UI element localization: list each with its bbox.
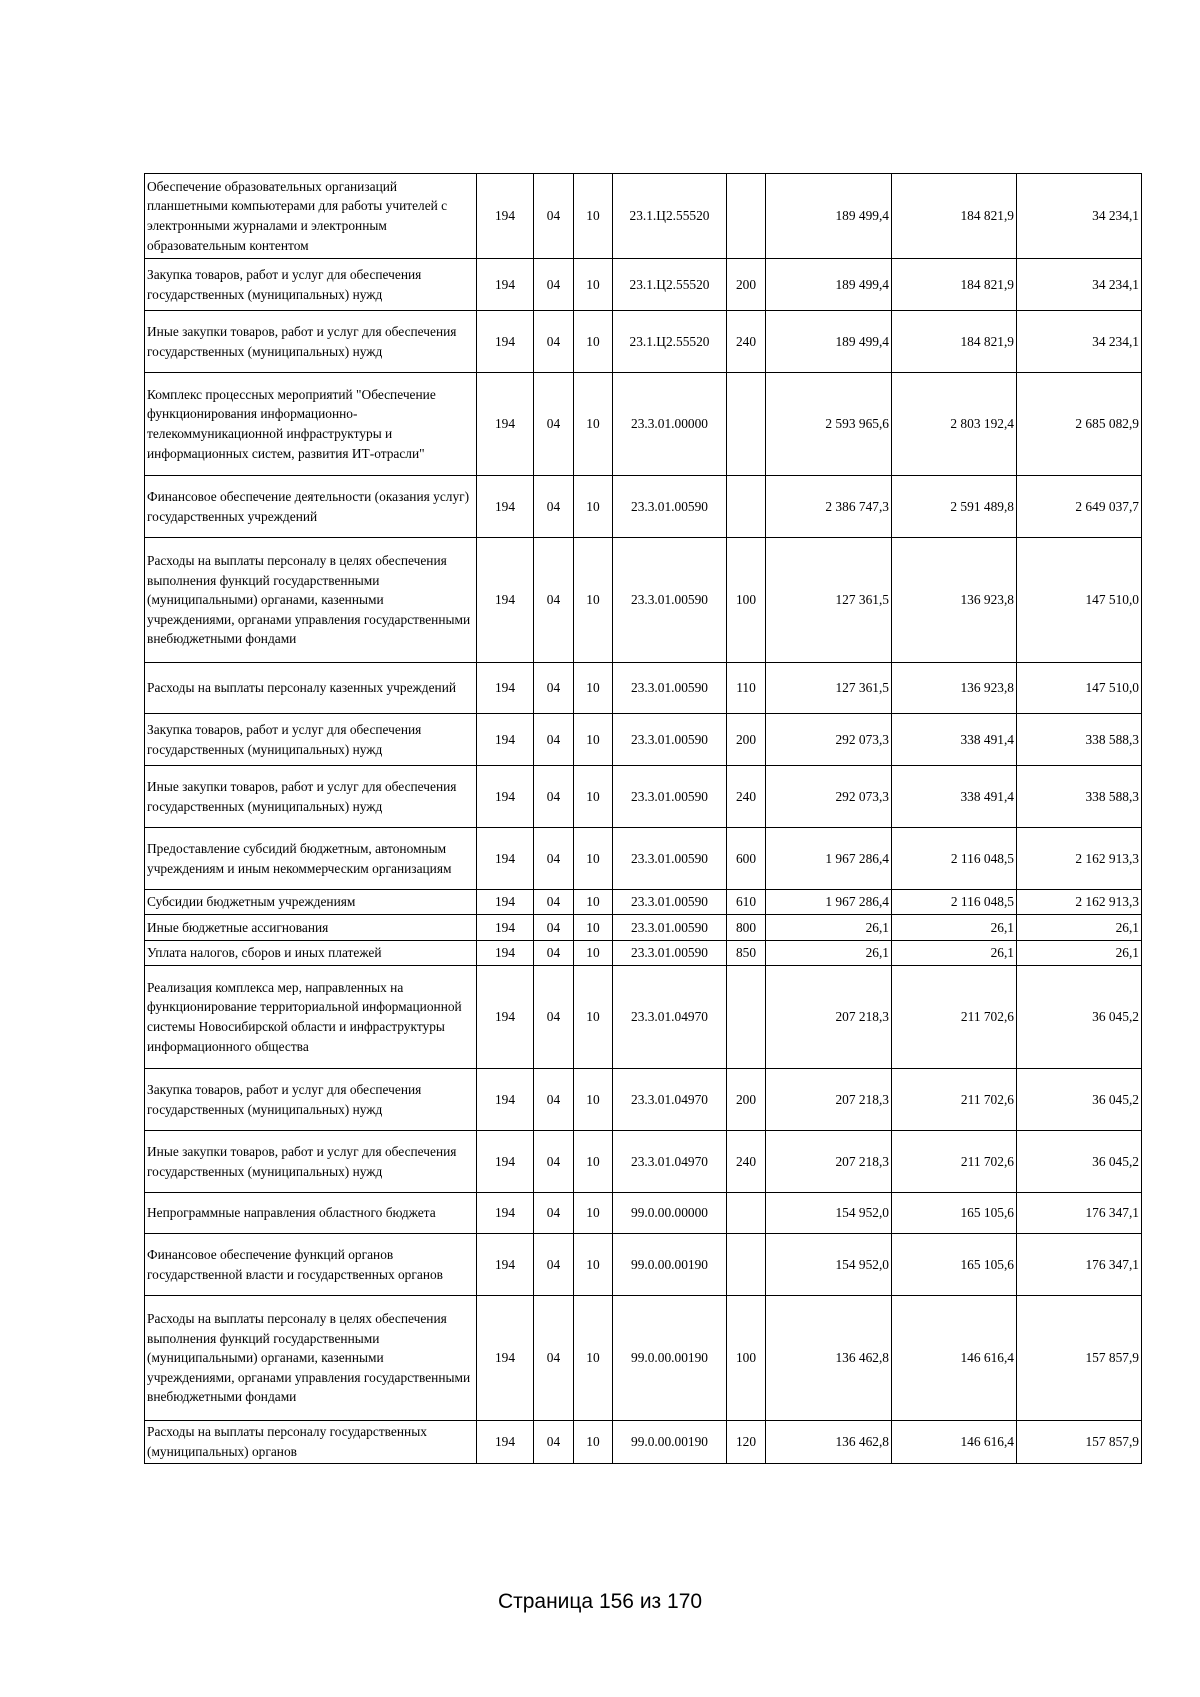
row-amount-1: 136 462,8 bbox=[766, 1421, 892, 1464]
row-section: 04 bbox=[534, 1234, 574, 1296]
row-section: 04 bbox=[534, 311, 574, 373]
row-section: 04 bbox=[534, 476, 574, 538]
row-expense-type bbox=[727, 476, 766, 538]
row-amount-2: 211 702,6 bbox=[892, 1131, 1017, 1193]
row-section: 04 bbox=[534, 1296, 574, 1421]
row-expense-type: 800 bbox=[727, 915, 766, 941]
row-amount-3: 176 347,1 bbox=[1017, 1193, 1142, 1234]
row-target-article: 23.3.01.00590 bbox=[613, 890, 727, 915]
row-amount-1: 154 952,0 bbox=[766, 1193, 892, 1234]
row-amount-1: 26,1 bbox=[766, 915, 892, 941]
row-name: Закупка товаров, работ и услуг для обеспечения государственных (муниципальных) нужд bbox=[145, 259, 477, 311]
row-amount-3: 157 857,9 bbox=[1017, 1296, 1142, 1421]
row-amount-3: 147 510,0 bbox=[1017, 663, 1142, 714]
row-amount-3: 2 685 082,9 bbox=[1017, 373, 1142, 476]
row-name: Финансовое обеспечение функций органов государственной власти и государственных органов bbox=[145, 1234, 477, 1296]
row-amount-3: 34 234,1 bbox=[1017, 311, 1142, 373]
row-expense-type bbox=[727, 1234, 766, 1296]
row-amount-3: 34 234,1 bbox=[1017, 259, 1142, 311]
row-ministry: 194 bbox=[477, 311, 534, 373]
table-row bbox=[145, 1193, 1142, 1234]
page-footer: Страница 156 из 170 bbox=[497, 1590, 703, 1613]
row-amount-1: 136 462,8 bbox=[766, 1296, 892, 1421]
table-row bbox=[145, 915, 1142, 941]
row-ministry: 194 bbox=[477, 766, 534, 828]
table-body bbox=[145, 174, 1142, 1464]
row-amount-3: 2 649 037,7 bbox=[1017, 476, 1142, 538]
row-expense-type: 240 bbox=[727, 766, 766, 828]
row-section: 04 bbox=[534, 1421, 574, 1464]
row-ministry: 194 bbox=[477, 828, 534, 890]
row-amount-1: 189 499,4 bbox=[766, 311, 892, 373]
table-row bbox=[145, 476, 1142, 538]
row-section: 04 bbox=[534, 1069, 574, 1131]
row-section: 04 bbox=[534, 373, 574, 476]
row-target-article: 23.3.01.00590 bbox=[613, 941, 727, 966]
row-subsection: 10 bbox=[574, 1069, 613, 1131]
row-expense-type: 240 bbox=[727, 1131, 766, 1193]
row-amount-3: 36 045,2 bbox=[1017, 966, 1142, 1069]
row-amount-2: 211 702,6 bbox=[892, 966, 1017, 1069]
row-ministry: 194 bbox=[477, 663, 534, 714]
row-amount-2: 338 491,4 bbox=[892, 714, 1017, 766]
row-amount-1: 1 967 286,4 bbox=[766, 890, 892, 915]
row-ministry: 194 bbox=[477, 890, 534, 915]
row-amount-3: 338 588,3 bbox=[1017, 766, 1142, 828]
row-section: 04 bbox=[534, 663, 574, 714]
row-target-article: 23.3.01.04970 bbox=[613, 1069, 727, 1131]
row-amount-2: 2 116 048,5 bbox=[892, 890, 1017, 915]
row-name: Иные закупки товаров, работ и услуг для обеспечения государственных (муниципальных) нужд bbox=[145, 311, 477, 373]
row-section: 04 bbox=[534, 915, 574, 941]
row-subsection: 10 bbox=[574, 1131, 613, 1193]
row-expense-type bbox=[727, 966, 766, 1069]
row-subsection: 10 bbox=[574, 1421, 613, 1464]
row-target-article: 23.3.01.00590 bbox=[613, 915, 727, 941]
row-target-article: 23.1.Ц2.55520 bbox=[613, 259, 727, 311]
row-section: 04 bbox=[534, 941, 574, 966]
row-ministry: 194 bbox=[477, 174, 534, 259]
row-ministry: 194 bbox=[477, 1069, 534, 1131]
row-amount-2: 2 803 192,4 bbox=[892, 373, 1017, 476]
row-section: 04 bbox=[534, 259, 574, 311]
row-ministry: 194 bbox=[477, 1131, 534, 1193]
row-amount-1: 207 218,3 bbox=[766, 1069, 892, 1131]
row-target-article: 23.1.Ц2.55520 bbox=[613, 174, 727, 259]
row-ministry: 194 bbox=[477, 373, 534, 476]
row-amount-1: 207 218,3 bbox=[766, 966, 892, 1069]
row-amount-1: 292 073,3 bbox=[766, 766, 892, 828]
table-row bbox=[145, 714, 1142, 766]
row-expense-type: 100 bbox=[727, 538, 766, 663]
row-target-article: 23.3.01.00590 bbox=[613, 828, 727, 890]
table-row bbox=[145, 373, 1142, 476]
row-subsection: 10 bbox=[574, 966, 613, 1069]
row-amount-1: 127 361,5 bbox=[766, 538, 892, 663]
table-row bbox=[145, 828, 1142, 890]
row-section: 04 bbox=[534, 828, 574, 890]
row-target-article: 99.0.00.00000 bbox=[613, 1193, 727, 1234]
row-expense-type: 100 bbox=[727, 1296, 766, 1421]
row-amount-1: 1 967 286,4 bbox=[766, 828, 892, 890]
row-name: Закупка товаров, работ и услуг для обеспечения государственных (муниципальных) нужд bbox=[145, 714, 477, 766]
table-row bbox=[145, 1131, 1142, 1193]
row-section: 04 bbox=[534, 766, 574, 828]
row-target-article: 23.1.Ц2.55520 bbox=[613, 311, 727, 373]
row-amount-3: 36 045,2 bbox=[1017, 1131, 1142, 1193]
row-amount-1: 189 499,4 bbox=[766, 174, 892, 259]
row-expense-type: 600 bbox=[727, 828, 766, 890]
row-amount-2: 26,1 bbox=[892, 941, 1017, 966]
row-amount-2: 165 105,6 bbox=[892, 1234, 1017, 1296]
row-ministry: 194 bbox=[477, 259, 534, 311]
row-subsection: 10 bbox=[574, 941, 613, 966]
row-amount-1: 207 218,3 bbox=[766, 1131, 892, 1193]
row-target-article: 23.3.01.00590 bbox=[613, 663, 727, 714]
row-amount-3: 176 347,1 bbox=[1017, 1234, 1142, 1296]
row-expense-type bbox=[727, 174, 766, 259]
row-target-article: 23.3.01.04970 bbox=[613, 1131, 727, 1193]
row-name: Непрограммные направления областного бюджета bbox=[145, 1193, 477, 1234]
table-row bbox=[145, 890, 1142, 915]
row-name: Субсидии бюджетным учреждениям bbox=[145, 890, 477, 915]
row-expense-type bbox=[727, 373, 766, 476]
row-expense-type: 200 bbox=[727, 259, 766, 311]
row-subsection: 10 bbox=[574, 373, 613, 476]
row-name: Расходы на выплаты персоналу казенных учреждений bbox=[145, 663, 477, 714]
row-amount-2: 184 821,9 bbox=[892, 174, 1017, 259]
row-amount-2: 184 821,9 bbox=[892, 259, 1017, 311]
row-ministry: 194 bbox=[477, 966, 534, 1069]
row-amount-2: 2 591 489,8 bbox=[892, 476, 1017, 538]
table-row bbox=[145, 1421, 1142, 1464]
row-section: 04 bbox=[534, 890, 574, 915]
row-name: Расходы на выплаты персоналу государственных (муниципальных) органов bbox=[145, 1421, 477, 1464]
row-amount-1: 292 073,3 bbox=[766, 714, 892, 766]
row-expense-type: 850 bbox=[727, 941, 766, 966]
row-target-article: 99.0.00.00190 bbox=[613, 1421, 727, 1464]
row-amount-3: 34 234,1 bbox=[1017, 174, 1142, 259]
row-amount-2: 26,1 bbox=[892, 915, 1017, 941]
row-subsection: 10 bbox=[574, 476, 613, 538]
row-ministry: 194 bbox=[477, 1421, 534, 1464]
row-expense-type: 200 bbox=[727, 1069, 766, 1131]
table-row bbox=[145, 538, 1142, 663]
row-name: Предоставление субсидий бюджетным, автономным учреждениям и иным некоммерческим организациям bbox=[145, 828, 477, 890]
row-amount-1: 189 499,4 bbox=[766, 259, 892, 311]
row-amount-2: 2 116 048,5 bbox=[892, 828, 1017, 890]
row-amount-3: 338 588,3 bbox=[1017, 714, 1142, 766]
row-target-article: 23.3.01.00590 bbox=[613, 714, 727, 766]
row-amount-3: 26,1 bbox=[1017, 941, 1142, 966]
row-ministry: 194 bbox=[477, 1193, 534, 1234]
row-amount-1: 2 593 965,6 bbox=[766, 373, 892, 476]
row-subsection: 10 bbox=[574, 714, 613, 766]
table-row bbox=[145, 766, 1142, 828]
row-subsection: 10 bbox=[574, 915, 613, 941]
row-amount-3: 2 162 913,3 bbox=[1017, 828, 1142, 890]
row-amount-1: 2 386 747,3 bbox=[766, 476, 892, 538]
row-ministry: 194 bbox=[477, 1234, 534, 1296]
row-amount-2: 338 491,4 bbox=[892, 766, 1017, 828]
row-name: Иные бюджетные ассигнования bbox=[145, 915, 477, 941]
row-ministry: 194 bbox=[477, 915, 534, 941]
row-expense-type: 200 bbox=[727, 714, 766, 766]
row-target-article: 99.0.00.00190 bbox=[613, 1234, 727, 1296]
table-row bbox=[145, 174, 1142, 259]
row-subsection: 10 bbox=[574, 1296, 613, 1421]
row-amount-3: 26,1 bbox=[1017, 915, 1142, 941]
row-amount-3: 2 162 913,3 bbox=[1017, 890, 1142, 915]
table-row bbox=[145, 966, 1142, 1069]
row-subsection: 10 bbox=[574, 1193, 613, 1234]
row-ministry: 194 bbox=[477, 538, 534, 663]
row-subsection: 10 bbox=[574, 663, 613, 714]
table-row bbox=[145, 259, 1142, 311]
table-row bbox=[145, 1296, 1142, 1421]
row-name: Закупка товаров, работ и услуг для обеспечения государственных (муниципальных) нужд bbox=[145, 1069, 477, 1131]
row-section: 04 bbox=[534, 174, 574, 259]
row-subsection: 10 bbox=[574, 538, 613, 663]
row-name: Расходы на выплаты персоналу в целях обеспечения выполнения функций государственными (муниципальными) органами, казенными учреждениями, органами управления государственными внебюджетными фондами bbox=[145, 538, 477, 663]
row-subsection: 10 bbox=[574, 174, 613, 259]
table-row bbox=[145, 1234, 1142, 1296]
row-target-article: 23.3.01.00590 bbox=[613, 538, 727, 663]
row-expense-type: 120 bbox=[727, 1421, 766, 1464]
row-target-article: 23.3.01.00000 bbox=[613, 373, 727, 476]
row-amount-2: 165 105,6 bbox=[892, 1193, 1017, 1234]
row-target-article: 23.3.01.00590 bbox=[613, 476, 727, 538]
row-name: Расходы на выплаты персоналу в целях обеспечения выполнения функций государственными (муниципальными) органами, казенными учреждениями, органами управления государственными внебюджетными фондами bbox=[145, 1296, 477, 1421]
row-amount-2: 184 821,9 bbox=[892, 311, 1017, 373]
row-name: Реализация комплекса мер, направленных на функционирование территориальной информационной системы Новосибирской области и инфраструктуры информационного общества bbox=[145, 966, 477, 1069]
row-expense-type: 110 bbox=[727, 663, 766, 714]
row-expense-type: 610 bbox=[727, 890, 766, 915]
row-subsection: 10 bbox=[574, 890, 613, 915]
row-section: 04 bbox=[534, 714, 574, 766]
row-target-article: 23.3.01.00590 bbox=[613, 766, 727, 828]
row-target-article: 23.3.01.04970 bbox=[613, 966, 727, 1069]
row-name: Обеспечение образовательных организаций планшетными компьютерами для работы учителей с электронными журналами и электронным образовательным контентом bbox=[145, 174, 477, 259]
row-expense-type bbox=[727, 1193, 766, 1234]
row-subsection: 10 bbox=[574, 259, 613, 311]
row-ministry: 194 bbox=[477, 476, 534, 538]
row-amount-2: 146 616,4 bbox=[892, 1296, 1017, 1421]
row-amount-1: 26,1 bbox=[766, 941, 892, 966]
row-name: Комплекс процессных мероприятий "Обеспечение функционирования информационно-телекоммуникационной инфраструктуры и информационных систем, развития ИТ-отрасли" bbox=[145, 373, 477, 476]
row-name: Иные закупки товаров, работ и услуг для обеспечения государственных (муниципальных) нужд bbox=[145, 1131, 477, 1193]
table-row bbox=[145, 941, 1142, 966]
row-amount-1: 154 952,0 bbox=[766, 1234, 892, 1296]
row-amount-3: 147 510,0 bbox=[1017, 538, 1142, 663]
row-amount-2: 136 923,8 bbox=[892, 663, 1017, 714]
row-subsection: 10 bbox=[574, 828, 613, 890]
row-section: 04 bbox=[534, 966, 574, 1069]
row-section: 04 bbox=[534, 1131, 574, 1193]
row-expense-type: 240 bbox=[727, 311, 766, 373]
row-amount-3: 36 045,2 bbox=[1017, 1069, 1142, 1131]
row-subsection: 10 bbox=[574, 311, 613, 373]
row-section: 04 bbox=[534, 1193, 574, 1234]
row-amount-2: 146 616,4 bbox=[892, 1421, 1017, 1464]
row-ministry: 194 bbox=[477, 714, 534, 766]
budget-table bbox=[144, 173, 1142, 1464]
row-amount-1: 127 361,5 bbox=[766, 663, 892, 714]
row-name: Уплата налогов, сборов и иных платежей bbox=[145, 941, 477, 966]
row-ministry: 194 bbox=[477, 941, 534, 966]
row-amount-2: 211 702,6 bbox=[892, 1069, 1017, 1131]
table-row bbox=[145, 1069, 1142, 1131]
table-row bbox=[145, 311, 1142, 373]
row-ministry: 194 bbox=[477, 1296, 534, 1421]
row-amount-3: 157 857,9 bbox=[1017, 1421, 1142, 1464]
row-target-article: 99.0.00.00190 bbox=[613, 1296, 727, 1421]
row-section: 04 bbox=[534, 538, 574, 663]
row-name: Иные закупки товаров, работ и услуг для обеспечения государственных (муниципальных) нужд bbox=[145, 766, 477, 828]
table-row bbox=[145, 663, 1142, 714]
row-name: Финансовое обеспечение деятельности (оказания услуг) государственных учреждений bbox=[145, 476, 477, 538]
row-subsection: 10 bbox=[574, 766, 613, 828]
row-subsection: 10 bbox=[574, 1234, 613, 1296]
row-amount-2: 136 923,8 bbox=[892, 538, 1017, 663]
